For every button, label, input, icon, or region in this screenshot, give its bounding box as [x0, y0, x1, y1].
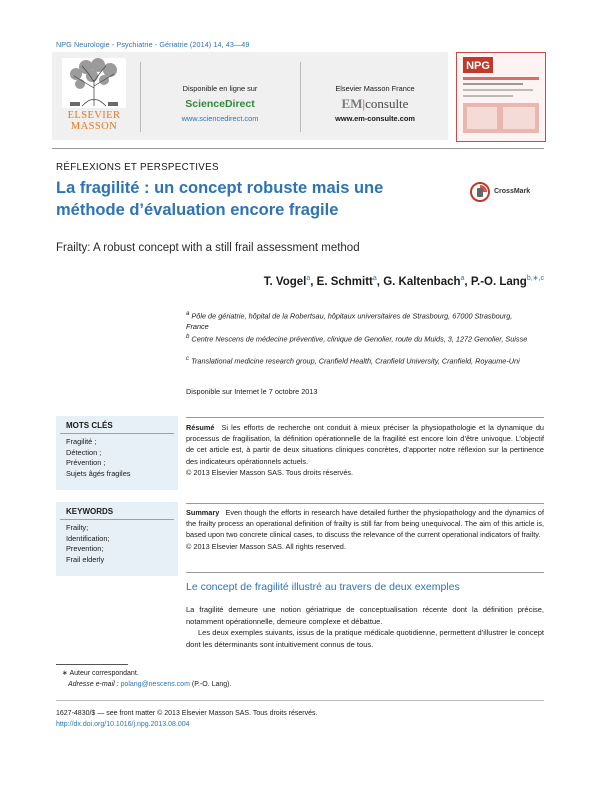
- summary-block: [186, 507, 544, 552]
- email-label: Adresse e-mail :: [68, 681, 119, 688]
- elsevier-tree-icon: [62, 58, 126, 108]
- journal-cover: [456, 52, 546, 142]
- keyword[interactable]: Détection ;: [66, 447, 102, 457]
- affiliation: [186, 308, 536, 332]
- keywords-en-list: [56, 520, 178, 568]
- divider: [140, 62, 141, 132]
- emconsulte-em: EM: [341, 96, 363, 111]
- footnote-rule: [56, 664, 128, 665]
- emconsulte-link[interactable]: www.em-consulte.com: [335, 114, 415, 123]
- keyword[interactable]: Prévention ;: [66, 458, 106, 467]
- affiliation-text: Centre Nescens de médecine préventive, clinique de Genolier, route du Muids, 3, 1272 Genolier, Suisse: [191, 334, 528, 344]
- emconsulte-bar: |: [362, 96, 366, 111]
- bottom-rule: [56, 700, 544, 701]
- section-body: [186, 604, 544, 650]
- article-subtitle: Frailty: A robust concept with a still frail assessment method: [56, 242, 360, 254]
- author-affil-mark[interactable]: b,∗,c: [526, 275, 544, 282]
- email-owner: (P.-O. Lang).: [191, 681, 232, 688]
- crossmark-label: CrossMark: [494, 188, 531, 195]
- author-name[interactable]: T. Vogel: [263, 275, 307, 288]
- author-name[interactable]: G. Kaltenbach: [383, 275, 461, 288]
- keyword[interactable]: Frail elderly: [66, 554, 105, 564]
- cover-badge: NPG: [466, 60, 490, 72]
- email-link[interactable]: polang@nescens.com: [120, 681, 190, 688]
- crossmark-icon: [470, 182, 490, 202]
- affiliation-mark: b: [186, 333, 190, 340]
- abstract-rule: [186, 417, 544, 418]
- author-name[interactable]: P.-O. Lang: [470, 275, 527, 288]
- author-separator: ,: [464, 275, 471, 288]
- affiliation-mark: a: [186, 310, 190, 317]
- available-date: Disponible sur Internet le 7 octobre 2013: [186, 387, 318, 396]
- author-name[interactable]: E. Schmitt: [316, 275, 373, 288]
- keyword[interactable]: Sujets âgés fragiles: [66, 468, 131, 478]
- elsevier-wordmark: [58, 110, 130, 132]
- summary-copyright: © 2013 Elsevier Masson SAS. All rights reserved.: [186, 541, 346, 551]
- footnote-mark: ∗: [62, 670, 68, 677]
- paragraph: La fragilité demeure une notion gériatrique de conceptualisation récente dont la définition précise, notamment opérationnelle, demeure complexe et débattue.: [186, 605, 544, 626]
- footnote-corresponding: Auteur correspondant.: [69, 670, 139, 677]
- journal-citation: NPG Neurologie - Psychiatrie - Gériatrie (2014) 14, 43—49: [56, 40, 250, 49]
- affiliation-text: Pôle de gériatrie, hôpital de la Robertsau, hôpitaux universitaires de Strasbourg, 67000 Strasbourg, France: [186, 311, 513, 332]
- keyword[interactable]: Fragilité ;: [66, 437, 97, 446]
- sciencedirect-label: Disponible en ligne sur: [182, 84, 258, 93]
- keyword[interactable]: Prevention;: [66, 544, 104, 553]
- keywords-en-box: [56, 502, 178, 576]
- affiliation: [186, 331, 536, 344]
- keywords-fr-box: [56, 416, 178, 490]
- author-affil-mark[interactable]: a: [460, 275, 465, 282]
- keywords-en-heading: KEYWORDS: [60, 502, 174, 520]
- sciencedirect-link[interactable]: www.sciencedirect.com: [181, 114, 259, 123]
- keyword[interactable]: Identification;: [66, 533, 110, 543]
- author-separator: ,: [376, 275, 384, 288]
- front-matter-line: 1627-4830/$ — see front matter © 2013 Elsevier Masson SAS. Tous droits réservés.: [56, 710, 318, 717]
- crossmark-badge[interactable]: [470, 184, 550, 202]
- elsevier-logo: [58, 58, 130, 138]
- header-rule: [52, 148, 544, 149]
- keywords-fr-heading: MOTS CLÉS: [60, 416, 174, 434]
- affiliation-text: Translational medicine research group, Cranfield Health, Cranfield University, Cranfield, Royaume-Uni: [191, 356, 520, 366]
- resume-copyright: © 2013 Elsevier Masson SAS. Tous droits réservés.: [186, 467, 354, 477]
- doi-link[interactable]: http://dx.doi.org/10.1016/j.npg.2013.08.004: [56, 721, 190, 728]
- logo-line-1: ELSEVIER: [67, 110, 121, 121]
- logo-line-2: MASSON: [70, 121, 118, 132]
- journal-cover-icon: [457, 53, 545, 141]
- copyright-block: [56, 708, 317, 730]
- emconsulte-consulte: consulte: [365, 96, 409, 111]
- resume-text: Si les efforts de recherche ont conduit à mieux préciser la physiopathologie et la dynamique du processus de fragilisation, la définition opérationnelle de la fragilité est encore loin d’être univoque. L’objectif de cet article est, à partir de deux situations cliniques concrètes, d’apporter notre réflexion sur la pertinence des indicateurs opérationnels actuels.: [186, 423, 544, 466]
- author-list: [56, 274, 544, 288]
- paragraph: Les deux exemples suivants, issus de la pratique médicale quotidienne, permettent d’illustrer le concept dont les déterminants sont intuitivement connus de tous.: [186, 628, 544, 649]
- footnote: [56, 668, 231, 690]
- keywords-fr-list: [56, 434, 178, 482]
- emconsulte-label: Elsevier Masson France: [335, 84, 415, 93]
- resume-block: [186, 422, 544, 478]
- article-section: RÉFLEXIONS ET PERSPECTIVES: [56, 162, 219, 173]
- affiliation: [186, 353, 536, 366]
- affiliation-mark: c: [186, 355, 190, 362]
- article-title: La fragilité : un concept robuste mais une méthode d’évaluation encore fragile: [56, 179, 384, 219]
- author-separator: ,: [310, 275, 317, 288]
- keyword[interactable]: Frailty;: [66, 523, 89, 532]
- sciencedirect-name[interactable]: ScienceDirect: [185, 98, 255, 110]
- summary-label: Summary: [186, 508, 220, 517]
- divider: [300, 62, 301, 132]
- author-affil-mark[interactable]: a: [306, 275, 311, 282]
- section-heading: Le concept de fragilité illustré au travers de deux exemples: [186, 581, 460, 593]
- summary-rule: [186, 503, 544, 504]
- author-affil-mark[interactable]: a: [372, 275, 377, 282]
- emconsulte-logo[interactable]: [310, 96, 440, 112]
- summary-end-rule: [186, 572, 544, 573]
- summary-text: Even though the efforts in research have detailed further the physiopathology and the dynamics of the frailty process an operational definition of frailty is still far from being unequivocal. The aim of this article is, based upon two concrete clinical cases, to discuss the relevance of the current operational indicators of frailty.: [186, 508, 544, 540]
- resume-label: Résumé: [186, 423, 215, 432]
